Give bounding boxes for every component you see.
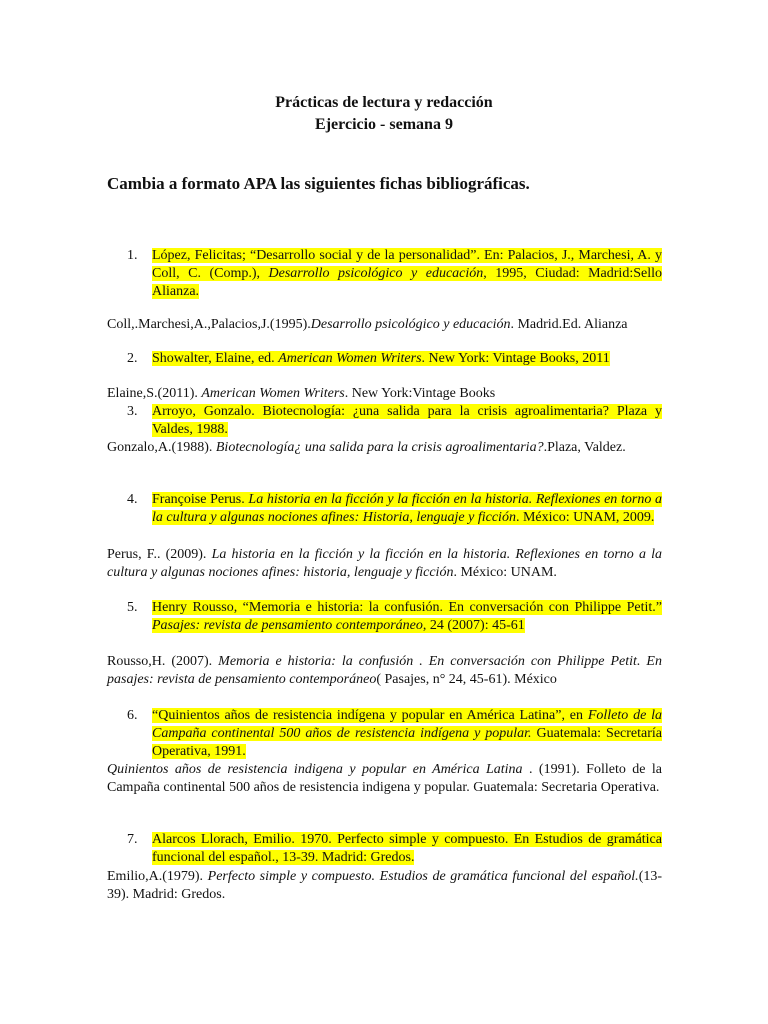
list-item-6 xyxy=(107,707,662,761)
list-item-2 xyxy=(107,350,662,368)
item-entry: Arroyo, Gonzalo. Biotecnología: ¿una salida para la crisis agroalimentaria? Plaza y Valdes, 1988. xyxy=(152,404,662,437)
item-number: 1. xyxy=(127,248,138,263)
list-item-4 xyxy=(107,491,662,527)
answer-6: Quinientos años de resistencia indigena y popular en América Latina . (1991). Folleto de la Campaña continental 500 años de resistencia indigena y popular. Guatemala: Secretaria Operativa. xyxy=(107,762,662,795)
item-entry: “Quinientos años de resistencia indígena y popular en América Latina”, en Folleto de la Campaña continental 500 años de resistencia indígena y popular. Guatemala: Secretaría Operativa, 1991. xyxy=(152,708,663,759)
document-title: Prácticas de lectura y redacción xyxy=(275,94,493,111)
item-number: 7. xyxy=(127,832,138,847)
list-item-1 xyxy=(107,247,662,301)
item-number: 4. xyxy=(127,492,138,507)
list-item-3 xyxy=(107,403,662,439)
document-subtitle: Ejercicio - semana 9 xyxy=(315,116,453,133)
item-entry: López, Felicitas; “Desarrollo social y de la personalidad”. En: Palacios, J., Marchesi, A. y Coll, C. (Comp.), Desarrollo psicológico y educación, 1995, Ciudad: Madrid:Sello Alianza. xyxy=(152,248,662,299)
list-item-5 xyxy=(107,599,662,635)
item-entry: Henry Rousso, “Memoria e historia: la confusión. En conversación con Philippe Petit.” Pasajes: revista de pensamiento contemporáneo, 24 (2007): 45-61 xyxy=(152,600,662,633)
item-entry: Alarcos Llorach, Emilio. 1970. Perfecto simple y compuesto. En Estudios de gramática funcional del español., 13-39. Madrid: Gredos. xyxy=(152,832,662,865)
item-number: 5. xyxy=(127,600,138,615)
answer-1: Coll,.Marchesi,A.,Palacios,J.(1995).Desarrollo psicológico y educación. Madrid.Ed. Alianza xyxy=(107,317,628,332)
item-number: 6. xyxy=(127,708,138,723)
item-entry: Françoise Perus. La historia en la ficción y la ficción en la historia. Reflexiones en torno a la cultura y algunas nociones afines: Historia, lenguaje y ficción. México: UNAM, 2009. xyxy=(152,492,663,525)
answer-2: Elaine,S.(2011). American Women Writers. New York:Vintage Books xyxy=(107,386,496,401)
answer-7: Emilio,A.(1979). Perfecto simple y compuesto. Estudios de gramática funcional del español.(13-39). Madrid: Gredos. xyxy=(107,869,663,902)
instruction-heading: Cambia a formato APA las siguientes fichas bibliográficas. xyxy=(107,174,530,193)
list-item-7 xyxy=(107,831,662,867)
answer-5: Rousso,H. (2007). Memoria e historia: la confusión . En conversación con Philippe Petit. En pasajes: revista de pensamiento contemporáneo( Pasajes, n° 24, 45-61). México xyxy=(107,654,662,687)
answer-3: Gonzalo,A.(1988). Biotecnología¿ una salida para la crisis agroalimentaria?.Plaza, Valdez. xyxy=(107,440,626,455)
item-number: 2. xyxy=(127,351,138,366)
item-number: 3. xyxy=(127,404,138,419)
answer-4: Perus, F.. (2009). La historia en la ficción y la ficción en la historia. Reflexiones en torno a la cultura y algunas nociones afines: historia, lenguaje y ficción. México: UNAM. xyxy=(107,547,662,580)
item-entry: Showalter, Elaine, ed. American Women Writers. New York: Vintage Books, 2011 xyxy=(152,351,610,366)
